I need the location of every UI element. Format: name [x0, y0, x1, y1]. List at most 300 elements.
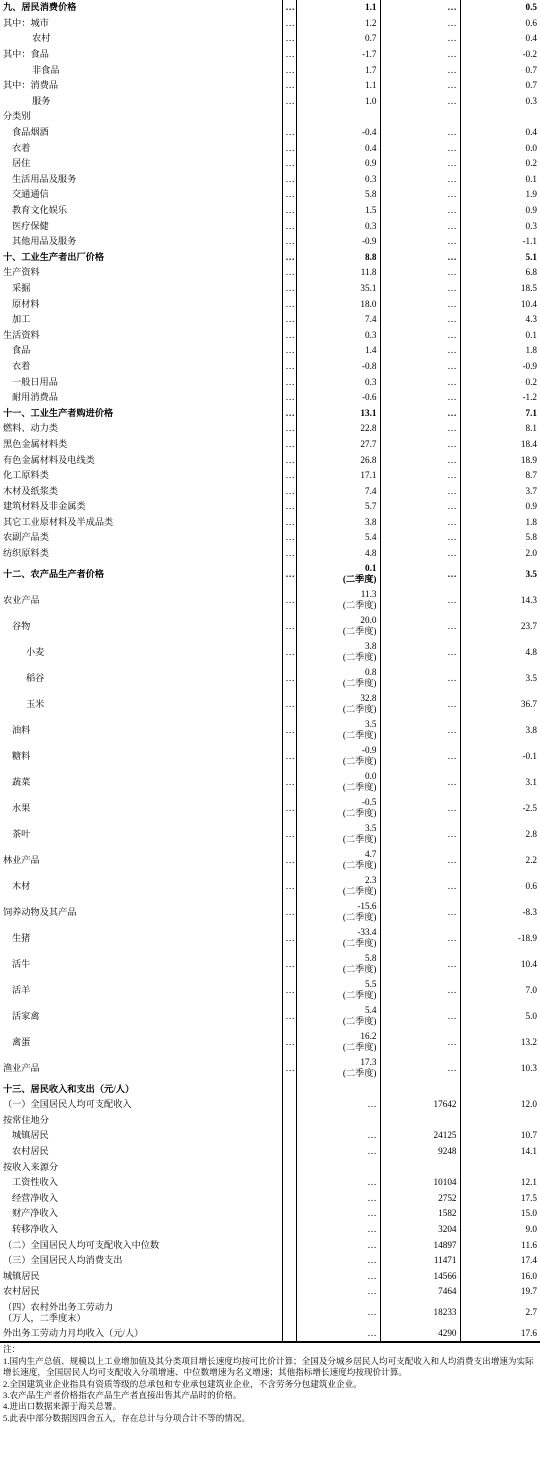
cell-col-1: …	[282, 613, 296, 639]
row-label-line-1: （四）农村外出务工劳动力	[3, 1301, 114, 1312]
table-row	[0, 234, 540, 250]
table-row	[0, 1159, 540, 1175]
cell-col-4: -8.3	[460, 899, 540, 925]
cell-col-3: …	[380, 172, 460, 188]
quarter-note: (二季度)	[342, 808, 377, 819]
cell-col-4: 13.2	[460, 1029, 540, 1055]
table-row	[0, 1055, 540, 1081]
cell-col-1: …	[282, 172, 296, 188]
cell-value: 17.3	[360, 1057, 377, 1068]
cell-col-4: 5.0	[460, 1003, 540, 1029]
cell-col-3: 14566	[380, 1269, 460, 1285]
quarter-note: (二季度)	[342, 938, 377, 949]
cell-col-2: 18.0	[296, 296, 380, 312]
cell-col-4: 10.4	[460, 951, 540, 977]
cell-col-3: …	[380, 359, 460, 375]
cell-col-1: …	[282, 499, 296, 515]
cell-col-2: 1.0	[296, 94, 380, 110]
row-label: 耐用消费品	[12, 392, 58, 403]
row-label: 采掘	[12, 282, 31, 293]
table-row	[0, 109, 540, 125]
row-label: 玉米	[26, 698, 45, 709]
table-row	[0, 296, 540, 312]
cell-col-1	[282, 1253, 296, 1269]
cell-col-1: …	[282, 187, 296, 203]
cell-col-1: …	[282, 977, 296, 1003]
cell-col-2: 0.3	[296, 374, 380, 390]
cell-col-3: …	[380, 665, 460, 691]
quarter-note: (二季度)	[342, 1016, 377, 1027]
cell-col-1: …	[282, 374, 296, 390]
row-label: 外出务工劳动力月均收入（元/人）	[0, 1326, 282, 1342]
cell-col-1: …	[282, 483, 296, 499]
cell-col-3: …	[380, 499, 460, 515]
row-label: 农村	[32, 33, 51, 44]
cell-col-2	[296, 795, 380, 821]
table-row	[0, 873, 540, 899]
quarter-note: (二季度)	[342, 834, 377, 845]
cell-col-1: …	[282, 587, 296, 613]
cell-col-2: 4.8	[296, 546, 380, 562]
cell-col-1: …	[282, 234, 296, 250]
table-row	[0, 437, 540, 453]
cell-col-4: 6.8	[460, 265, 540, 281]
row-label: 分类别	[3, 111, 31, 122]
row-label: 有色金属材料及电线类	[3, 454, 95, 465]
row-label: 生猪	[12, 932, 31, 943]
table-row	[0, 94, 540, 110]
cell-col-3: …	[380, 405, 460, 421]
cell-col-4: 3.5	[460, 665, 540, 691]
cell-col-1: …	[282, 873, 296, 899]
cell-col-3: …	[380, 951, 460, 977]
table-row	[0, 312, 540, 328]
cell-col-4: -0.2	[460, 47, 540, 63]
cell-col-2	[296, 1003, 380, 1029]
cell-col-2	[296, 639, 380, 665]
table-row	[0, 977, 540, 1003]
cell-col-1: …	[282, 795, 296, 821]
cell-col-1: …	[282, 405, 296, 421]
cell-col-1: …	[282, 31, 296, 47]
cell-col-3: …	[380, 47, 460, 63]
cell-col-1	[282, 1081, 296, 1097]
cell-col-3: …	[380, 1055, 460, 1081]
cell-col-1: …	[282, 769, 296, 795]
cell-value: 32.8	[360, 693, 377, 704]
cell-col-1: …	[282, 140, 296, 156]
cell-col-4: 2.0	[460, 546, 540, 562]
cell-col-1: …	[282, 62, 296, 78]
cell-col-3: …	[380, 94, 460, 110]
row-label: 农村居民	[3, 1286, 40, 1297]
cell-col-4: 16.0	[460, 1269, 540, 1285]
cell-value: 0.1	[365, 563, 377, 574]
table-row	[0, 359, 540, 375]
cell-col-4: 0.3	[460, 94, 540, 110]
cell-col-3: …	[380, 437, 460, 453]
cell-value: -33.4	[357, 927, 377, 938]
cell-col-4: 17.4	[460, 1253, 540, 1269]
cell-col-3	[380, 1081, 460, 1097]
cell-col-2: 1.7	[296, 62, 380, 78]
cell-col-2	[296, 925, 380, 951]
row-label: 城镇居民	[12, 1130, 49, 1141]
cell-col-2: -1.7	[296, 47, 380, 63]
cell-col-4: -0.1	[460, 743, 540, 769]
quarter-note: (二季度)	[342, 964, 377, 975]
cell-value: 5.5	[365, 979, 377, 990]
row-label: 十二、农产品生产者价格	[3, 568, 105, 579]
cell-col-2: …	[296, 1326, 380, 1342]
table-row	[0, 613, 540, 639]
cell-col-3: …	[380, 374, 460, 390]
cell-col-3: …	[380, 546, 460, 562]
cell-col-2: 0.3	[296, 218, 380, 234]
cell-col-4: 0.4	[460, 125, 540, 141]
table-row	[0, 1113, 540, 1129]
cell-col-1: …	[282, 639, 296, 665]
cell-col-4: 5.1	[460, 250, 540, 266]
cell-col-1: …	[282, 1003, 296, 1029]
row-label: 九、居民消费价格	[3, 2, 77, 13]
cell-col-2: -0.9	[296, 234, 380, 250]
cell-col-2: 35.1	[296, 281, 380, 297]
cell-col-1	[282, 1206, 296, 1222]
table-row	[0, 1253, 540, 1269]
cell-col-2: …	[296, 1284, 380, 1300]
cell-col-4: 8.1	[460, 421, 540, 437]
cell-col-2: 1.2	[296, 16, 380, 32]
cell-col-2	[296, 587, 380, 613]
quarter-note: (二季度)	[342, 1068, 377, 1079]
cell-col-3: …	[380, 343, 460, 359]
cell-col-1	[282, 1175, 296, 1191]
row-label: 转移净收入	[12, 1224, 58, 1235]
note-line-3: 3.农产品生产者价格指农产品生产者直接出售其产品时的价格。	[3, 1389, 242, 1400]
cell-col-4: 18.9	[460, 452, 540, 468]
cell-col-1: …	[282, 847, 296, 873]
cell-col-3: …	[380, 977, 460, 1003]
cell-value: -0.5	[361, 797, 377, 808]
table-row	[0, 140, 540, 156]
cell-col-3	[380, 109, 460, 125]
cell-col-1	[282, 1159, 296, 1175]
cell-col-1: …	[282, 47, 296, 63]
cell-col-4: 5.8	[460, 530, 540, 546]
cell-col-3: 2752	[380, 1191, 460, 1207]
table-row	[0, 250, 540, 266]
table-row	[0, 218, 540, 234]
cell-col-2: …	[296, 1128, 380, 1144]
cell-col-2	[296, 665, 380, 691]
note-line-5: 5.此表中部分数据因四舍五入，存在总计与分项合计不等的情况。	[3, 1412, 251, 1423]
row-label: 食品	[12, 345, 31, 356]
cell-col-2: 3.8	[296, 515, 380, 531]
cell-col-4: 0.7	[460, 78, 540, 94]
table-row	[0, 452, 540, 468]
cell-value: 20.0	[360, 615, 377, 626]
quarter-note: (二季度)	[342, 860, 377, 871]
table-row	[0, 1097, 540, 1113]
cell-col-2	[296, 977, 380, 1003]
cell-col-2: 8.8	[296, 250, 380, 266]
cell-col-2	[296, 561, 380, 587]
cell-value: 0.8	[365, 667, 377, 678]
table-row	[0, 62, 540, 78]
cell-col-1	[282, 1269, 296, 1285]
row-label-line-2: （万人，二季度末）	[3, 1312, 86, 1323]
table-row	[0, 1175, 540, 1191]
cell-col-2: 1.1	[296, 0, 380, 16]
row-label: 原材料	[12, 298, 40, 309]
cell-col-2	[296, 873, 380, 899]
cell-col-1: …	[282, 925, 296, 951]
note-line-4: 4.进出口数据来源于海关总署。	[3, 1401, 122, 1412]
cell-col-1: …	[282, 312, 296, 328]
cell-col-3: …	[380, 16, 460, 32]
row-label: 谷物	[12, 620, 31, 631]
cell-value: -0.9	[361, 745, 377, 756]
cell-col-4: -1.1	[460, 234, 540, 250]
cell-col-3: …	[380, 769, 460, 795]
cell-col-3: …	[380, 265, 460, 281]
table-row	[0, 899, 540, 925]
quarter-note: (二季度)	[342, 756, 377, 767]
cell-col-1: …	[282, 743, 296, 769]
table-row	[0, 281, 540, 297]
cell-col-3: 7464	[380, 1284, 460, 1300]
cell-col-1: …	[282, 125, 296, 141]
note-line-2: 2.全国建筑业企业指具有资质等级的总承包和专业承包建筑业企业，不含劳务分包建筑业企业。	[3, 1378, 362, 1389]
row-label: 其中：城市	[3, 17, 49, 28]
cell-col-3: …	[380, 218, 460, 234]
cell-col-1: …	[282, 665, 296, 691]
table-row	[0, 743, 540, 769]
cell-col-3: …	[380, 31, 460, 47]
table-row	[0, 499, 540, 515]
table-row	[0, 483, 540, 499]
table-row	[0, 1003, 540, 1029]
cell-col-2: 1.4	[296, 343, 380, 359]
cell-col-3: 4290	[380, 1326, 460, 1342]
cell-value: -15.6	[357, 901, 377, 912]
table-row	[0, 374, 540, 390]
quarter-note: (二季度)	[342, 990, 377, 1001]
table-row	[0, 1300, 540, 1326]
cell-col-1: …	[282, 515, 296, 531]
row-label: 医疗保健	[12, 220, 49, 231]
cell-value: 16.2	[360, 1031, 377, 1042]
cell-col-1: …	[282, 94, 296, 110]
cell-col-4: 0.7	[460, 62, 540, 78]
cell-value: 5.4	[365, 1005, 377, 1016]
row-label: 服务	[32, 95, 51, 106]
cell-col-4: 10.3	[460, 1055, 540, 1081]
cell-col-2: 22.8	[296, 421, 380, 437]
cell-col-2: 5.4	[296, 530, 380, 546]
row-label: 十一、工业生产者购进价格	[3, 407, 114, 418]
cell-col-4: 14.1	[460, 1144, 540, 1160]
cell-col-2: -0.8	[296, 359, 380, 375]
table-row	[0, 1081, 540, 1097]
cell-value: 3.5	[365, 823, 377, 834]
table-row	[0, 1284, 540, 1300]
table-row	[0, 0, 540, 16]
row-label: 其中：食品	[3, 49, 49, 60]
cell-col-1: …	[282, 218, 296, 234]
cell-col-4: 19.7	[460, 1284, 540, 1300]
cell-col-4: 3.8	[460, 717, 540, 743]
cell-col-1: …	[282, 717, 296, 743]
cell-col-3: …	[380, 327, 460, 343]
row-label: 糖料	[12, 750, 31, 761]
cell-col-4: 4.3	[460, 312, 540, 328]
table-row	[0, 1326, 540, 1342]
cell-col-3: …	[380, 925, 460, 951]
cell-col-2	[296, 1081, 380, 1097]
cell-col-3	[380, 1159, 460, 1175]
cell-col-1	[282, 1326, 296, 1342]
cell-col-4: 0.0	[460, 140, 540, 156]
cell-col-2: 1.5	[296, 203, 380, 219]
row-label: 活牛	[12, 958, 31, 969]
cell-col-4: 3.5	[460, 561, 540, 587]
table-row	[0, 47, 540, 63]
cell-value: 2.3	[365, 875, 377, 886]
quarter-note: (二季度)	[342, 626, 377, 637]
table-row	[0, 468, 540, 484]
cell-col-4: 3.7	[460, 483, 540, 499]
row-label: 饲养动物及其产品	[3, 906, 77, 917]
cell-col-2: …	[296, 1144, 380, 1160]
table-row	[0, 265, 540, 281]
quarter-note: (二季度)	[342, 652, 377, 663]
quarter-note: (二季度)	[342, 600, 377, 611]
cell-col-1: …	[282, 156, 296, 172]
cell-value: 5.8	[365, 953, 377, 964]
cell-col-3: …	[380, 795, 460, 821]
row-label: 其它工业原材料及半成品类	[3, 516, 114, 527]
cell-col-4: 1.9	[460, 187, 540, 203]
row-label: 木材	[12, 880, 31, 891]
cell-col-2: 0.9	[296, 156, 380, 172]
cell-col-2	[296, 899, 380, 925]
row-label: 生产资料	[3, 267, 40, 278]
cell-col-1: …	[282, 0, 296, 16]
cell-col-4: 3.1	[460, 769, 540, 795]
cell-value: 3.8	[365, 641, 377, 652]
cell-col-3: …	[380, 847, 460, 873]
row-label: 生活资料	[3, 329, 40, 340]
cell-col-3: …	[380, 312, 460, 328]
cell-col-1: …	[282, 452, 296, 468]
row-label: 工资性收入	[12, 1177, 58, 1188]
row-label: （一）全国居民人均可支配收入	[3, 1099, 132, 1110]
quarter-note: (二季度)	[342, 678, 377, 689]
cell-col-4: 2.8	[460, 821, 540, 847]
cell-col-3: …	[380, 468, 460, 484]
row-label: 经营净收入	[12, 1192, 58, 1203]
cell-col-1: …	[282, 359, 296, 375]
cell-col-1	[282, 1300, 296, 1326]
cell-col-4: 2.7	[460, 1300, 540, 1326]
row-label: 禽蛋	[12, 1036, 31, 1047]
row-label: 油料	[12, 724, 31, 735]
table-row	[0, 515, 540, 531]
row-label: 渔业产品	[3, 1062, 40, 1073]
row-label: 化工原料类	[3, 470, 49, 481]
cell-col-1: …	[282, 951, 296, 977]
row-label: 十三、居民收入和支出（元/人）	[3, 1083, 135, 1094]
cell-col-3: …	[380, 483, 460, 499]
table-row	[0, 925, 540, 951]
row-label: 活羊	[12, 984, 31, 995]
cell-col-1: …	[282, 821, 296, 847]
cell-col-4: 7.1	[460, 405, 540, 421]
cell-col-4: 11.6	[460, 1237, 540, 1253]
cell-col-4: 17.6	[460, 1326, 540, 1342]
row-label: 农村居民	[12, 1146, 49, 1157]
cell-col-3: …	[380, 187, 460, 203]
cell-col-3: …	[380, 296, 460, 312]
cell-col-1: …	[282, 530, 296, 546]
cell-col-4: 14.3	[460, 587, 540, 613]
table-row	[0, 421, 540, 437]
cell-col-4: 2.2	[460, 847, 540, 873]
row-label: 按常住地分	[3, 1114, 49, 1125]
table-row	[0, 561, 540, 587]
cell-col-3: …	[380, 587, 460, 613]
notes-section	[0, 1342, 540, 1424]
cell-col-2: 0.3	[296, 172, 380, 188]
quarter-note: (二季度)	[342, 730, 377, 741]
cell-col-3: …	[380, 530, 460, 546]
cell-col-4: 10.4	[460, 296, 540, 312]
cell-col-2: …	[296, 1237, 380, 1253]
table-row	[0, 847, 540, 873]
cell-col-4	[460, 109, 540, 125]
cell-col-1: …	[282, 343, 296, 359]
cell-col-2: 26.8	[296, 452, 380, 468]
cell-col-3: 11471	[380, 1253, 460, 1269]
cell-col-2: …	[296, 1269, 380, 1285]
table-row	[0, 390, 540, 406]
row-label: （二）全国居民人均可支配收入中位数	[3, 1239, 160, 1250]
row-label: 城镇居民	[3, 1270, 40, 1281]
cell-col-2	[296, 1113, 380, 1129]
cell-col-4: 15.0	[460, 1206, 540, 1222]
cell-col-1: …	[282, 265, 296, 281]
table-row	[0, 78, 540, 94]
cell-col-3: …	[380, 390, 460, 406]
cell-col-4: 0.1	[460, 172, 540, 188]
row-label: 财产净收入	[12, 1208, 58, 1219]
cell-col-4: 36.7	[460, 691, 540, 717]
cell-col-2: 5.8	[296, 187, 380, 203]
cell-col-3: …	[380, 281, 460, 297]
cell-col-3: …	[380, 0, 460, 16]
cell-col-2: 27.7	[296, 437, 380, 453]
table-row	[0, 1237, 540, 1253]
row-label: 农业产品	[3, 594, 40, 605]
cell-col-4: 0.6	[460, 873, 540, 899]
cell-col-4: 1.8	[460, 343, 540, 359]
quarter-note: (二季度)	[342, 574, 377, 585]
row-label: 非食品	[32, 64, 60, 75]
cell-col-3: …	[380, 899, 460, 925]
cell-col-1	[282, 1284, 296, 1300]
